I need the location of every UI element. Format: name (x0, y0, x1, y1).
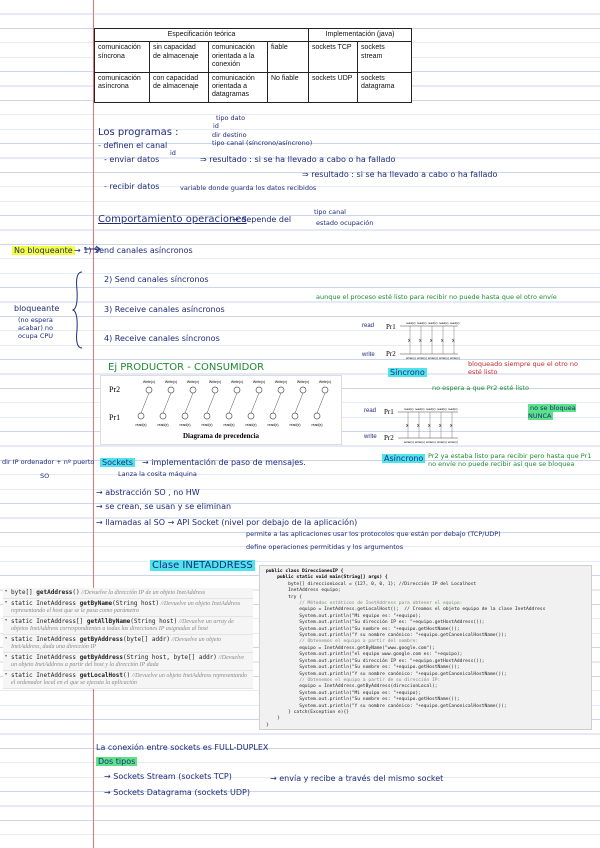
note-lanza: Lanza la cosita máquina (118, 470, 197, 478)
cross-mark: x (430, 338, 433, 344)
note-clase-inetaddress: Clase INETADDRESS (152, 560, 253, 571)
note-implementacion: → implementación de paso de mensajes. (142, 458, 306, 467)
note-programas: Los programas : (98, 127, 179, 138)
note-llamadas: → llamadas al SO → API Socket (nivel por debajo de la aplicación) (96, 518, 358, 527)
precedence-read-label: read(x) (157, 423, 169, 427)
precedence-write-label: Write(x) (296, 380, 310, 384)
precedence-write-label: Write(x) (164, 380, 178, 384)
note-dir-ip: dir IP ordenador + nº puerto (2, 458, 95, 466)
note-sockets-datagrama: → Sockets Datagrama (sockets UDP) (104, 788, 251, 797)
table-cell: sockets UDP (309, 72, 358, 102)
async-pr1-label: Pr1 (384, 408, 394, 416)
note-resultado-2: ⇒ resultado : si se ha llevado a cabo o ha fallado (302, 170, 498, 179)
table-row (95, 42, 412, 72)
precedence-edge (141, 393, 149, 413)
sync-read-label: read (362, 323, 375, 329)
table-row (95, 72, 412, 102)
precedence-edge (229, 393, 237, 413)
cell-read-label: read(x) (448, 407, 458, 411)
code-line: // Métodos estáticos de InetAddress para obtener el equipo: (266, 601, 463, 607)
precedence-node (314, 413, 320, 419)
precedence-read-label: read(x) (135, 423, 147, 427)
note-abstraccion: → abstracción SO , no HW (96, 488, 200, 497)
note-recibir-datos: - recibir datos (104, 182, 160, 191)
table-cell: comunicación orientada a datagramas (209, 72, 268, 102)
precedence-write-label: Write(x) (186, 380, 200, 384)
precedence-node (212, 387, 218, 393)
cell-read-label: read(x) (406, 321, 416, 325)
precedence-edge (317, 393, 325, 413)
precedence-edge (207, 393, 215, 413)
note-tipo-dato: tipo dato (216, 114, 246, 122)
async-pr2-label: Pr2 (384, 434, 394, 442)
async-write-label: write (364, 434, 377, 440)
code-line: System.out.println("Su dirección IP es: "+equipo.getHostAddress()); (266, 658, 485, 664)
table-header-impl: Implementación (java) (309, 29, 412, 42)
code-line: } (266, 716, 280, 722)
code-line: System.out.println("Mi equipo es: "+equipo); (266, 613, 421, 619)
method-item: • static InetAddress getByAddress(byte[] addr) //Devuelve un objeto InetAddress, dada una dirección IP (3, 635, 253, 653)
cross-mark: x (408, 338, 411, 344)
cell-write-label: write(x) (415, 440, 425, 444)
precedence-node (300, 387, 306, 393)
cell-read-label: read(x) (415, 407, 425, 411)
precedence-write-label: Write(x) (230, 380, 244, 384)
page-margin-line (93, 0, 94, 848)
cross-mark: x (419, 338, 422, 344)
note-bloqueante: bloqueante (14, 304, 60, 313)
precedence-read-label: read(x) (289, 423, 301, 427)
code-snippet (259, 565, 592, 730)
note-estado-ocupacion: estado ocupación (316, 219, 374, 227)
precedence-node (190, 387, 196, 393)
sync-write-label: write (362, 352, 375, 358)
precedence-edge (251, 393, 259, 413)
table-cell: sin capacidad de almacenaje (150, 42, 209, 72)
precedence-read-label: read(x) (201, 423, 213, 427)
precedence-node (278, 387, 284, 393)
note-enviar-datos: - enviar datos (104, 155, 160, 164)
note-permite-2: define operaciones permitidas y los argumentos (246, 543, 404, 551)
cell-write-label: write(x) (439, 356, 449, 360)
method-item: • static InetAddress getLocalHost() //Devuelve un objeto InetAddress representando el ordenador local en el que se ejecuta la aplicación (3, 671, 253, 689)
note-depende: → depende del (232, 215, 292, 224)
precedence-node (292, 413, 298, 419)
note-no-bloqueo: no se bloquea NUNCA (528, 404, 576, 420)
code-line: System.out.println("Y su nombre canónico: "+equipo.getCanonicalHostName()); (266, 633, 507, 639)
cross-mark: x (441, 338, 444, 344)
note-se-crean: → se crean, se usan y se eliminan (96, 502, 232, 511)
sync-diagram (360, 312, 460, 374)
code-line: InetAddress equipo; (266, 588, 341, 594)
precedence-read-label: read(x) (223, 423, 235, 427)
precedence-node (270, 413, 276, 419)
precedence-node (138, 413, 144, 419)
table-cell: sockets datagrama (358, 72, 412, 102)
sync-pr1-label: Pr1 (386, 323, 396, 331)
cell-read-label: read(x) (450, 321, 460, 325)
note-tipo-canal-sync: tipo canal (síncrono/asíncrono) (212, 139, 313, 147)
note-tipo-canal: tipo canal (314, 208, 346, 216)
table-cell: sockets TCP (309, 42, 358, 72)
spec-table (94, 28, 412, 103)
precedence-diagram (100, 375, 342, 445)
note-dos-tipos: Dos tipos (98, 757, 136, 766)
cell-write-label: write(x) (406, 356, 416, 360)
precedence-write-label: Write(x) (318, 380, 332, 384)
cell-write-label: write(x) (428, 356, 438, 360)
precedence-read-label: read(x) (267, 423, 279, 427)
precedence-read-label: read(x) (245, 423, 257, 427)
cross-mark: x (450, 423, 453, 429)
cross-mark: x (428, 423, 431, 429)
note-send-asincrono: → 1) Send canales asíncronos (74, 246, 193, 255)
precedence-node (182, 413, 188, 419)
table-cell: fiable (268, 42, 309, 72)
cross-mark: x (452, 338, 455, 344)
brace-icon (72, 270, 84, 350)
cross-mark: x (417, 423, 420, 429)
note-dir-destino: dir destino (212, 131, 247, 139)
diagram-caption: Diagrama de precedencia (182, 432, 260, 440)
precedence-write-label: Write(x) (208, 380, 222, 384)
async-diagram (360, 398, 460, 460)
note-ej-productor: Ej PRODUCTOR - CONSUMIDOR (108, 362, 265, 373)
method-item: • byte[] getAddress() //Devuelve la dirección IP de un objeto InetAddress (3, 588, 253, 599)
code-line: public static void main(String[] args) { (266, 575, 388, 581)
method-item: • static InetAddress[] getAllByName(String host) //Devuelve un array de objetos InetAddress correspondientes a todas las direcciones IP asignadas al host (3, 617, 253, 635)
table-cell: comunicación orientada a la conexión (209, 42, 268, 72)
precedence-node (322, 387, 328, 393)
code-line: try { (266, 594, 302, 600)
precedence-write-label: Write(x) (274, 380, 288, 384)
cell-write-label: write(x) (437, 440, 447, 444)
precedence-node (256, 387, 262, 393)
note-permite-1: permite a las aplicaciones usar los protocolos que están por debajo (TCP/UDP) (246, 530, 501, 538)
code-line: System.out.println("Mi equipo es: "+equipo); (266, 690, 421, 696)
sync-pr2-label: Pr2 (386, 350, 396, 358)
precedence-edge (295, 393, 303, 413)
code-line: System.out.println("Su nombre es: "+equipo.getHostName()); (266, 697, 460, 703)
code-line: } (266, 722, 269, 728)
precedence-node (204, 413, 210, 419)
cell-write-label: write(x) (404, 440, 414, 444)
precedence-edge (163, 393, 171, 413)
cell-read-label: read(x) (426, 407, 436, 411)
table-cell: No fiable (268, 72, 309, 102)
note-no-espera: no espera a que Pr2 esté listo (432, 384, 529, 392)
note-id: id (213, 122, 219, 130)
precedence-node (146, 387, 152, 393)
cell-read-label: read(x) (437, 407, 447, 411)
code-line: System.out.println("Su nombre es: "+equipo.getHostName()); (266, 665, 460, 671)
code-line: byte[] direccionLocal = {127, 0, 0, 1}; //Dirección IP del Localhost (266, 581, 477, 587)
table-cell: con capacidad de almacenaje (150, 72, 209, 102)
method-list (3, 588, 253, 689)
code-line: equipo = InetAddress.getByAddress(direccionLocal); (266, 684, 438, 690)
cell-write-label: write(x) (426, 440, 436, 444)
note-no-bloqueante: No bloqueante (14, 246, 73, 255)
table-header-theory: Especificación teórica (95, 29, 309, 42)
method-item: • static InetAddress getByName(String host) //Devuelve un objeto InetAddress representando el host que se le pasa como parámetro (3, 599, 253, 617)
precedence-node (160, 413, 166, 419)
note-so: SO (40, 472, 50, 480)
table-cell: comunicación asíncrona (95, 72, 150, 102)
async-read-label: read (364, 408, 377, 414)
code-line: System.out.println("Su dirección IP es: "+equipo.getHostAddress()); (266, 620, 485, 626)
cell-read-label: read(x) (404, 407, 414, 411)
method-item: • static InetAddress getByAddress(String host, byte[] addr) //Devuelve un objeto InetAddress a partir del host y la dirección IP dada (3, 653, 253, 671)
note-id-datos: id (170, 149, 176, 157)
note-aunque: aunque el proceso esté listo para recibir no puede hasta que el otro envíe (316, 293, 557, 301)
code-line: // Obtenemos el equipo a partir de su dirección IP: (266, 677, 441, 683)
code-line: equipo = InetAddress.getByName("www.google.com"); (266, 645, 435, 651)
diagram-label-pr2: Pr2 (109, 385, 121, 394)
table-cell: sockets stream (358, 42, 412, 72)
note-send-sincronos: 2) Send canales síncronos (104, 275, 209, 284)
note-receive-asincronos: 3) Receive canales asíncronos (104, 305, 225, 314)
note-bloqueante-detail: (no espera acabar) no ocupa CPU (18, 316, 54, 340)
note-comportamiento: Comportamiento operaciones (98, 214, 247, 225)
precedence-read-label: read(x) (179, 423, 191, 427)
diagram-label-pr1: Pr1 (109, 413, 121, 422)
precedence-node (234, 387, 240, 393)
label-sincrono: Síncrono (390, 368, 425, 377)
note-sockets: Sockets (102, 458, 133, 467)
code-line: // Obtenemos el equipo a partir del nombre: (266, 639, 419, 645)
cell-write-label: write(x) (417, 356, 427, 360)
precedence-write-label: Write(x) (142, 380, 156, 384)
note-variable: variable donde guarda los datos recibidos (180, 184, 317, 192)
note-bloqueado: bloqueado siempre que el otro no esté listo (468, 360, 578, 376)
cell-read-label: read(x) (417, 321, 427, 325)
precedence-read-label: read(x) (311, 423, 323, 427)
code-line: System.out.println("Su nombre es: "+equipo.getHostName()); (266, 626, 460, 632)
precedence-node (248, 413, 254, 419)
cross-mark: x (439, 423, 442, 429)
note-conexion: La conexión entre sockets es FULL-DUPLEX (96, 743, 269, 752)
note-pr2-listo: Pr2 ya estaba listo para recibir pero hasta que Pr1 no envíe no puede recibir así que se bloquea (428, 452, 592, 468)
cell-read-label: read(x) (428, 321, 438, 325)
note-resultado-1: ⇒ resultado : si se ha llevado a cabo o ha fallado (200, 155, 396, 164)
code-line: public class DireccionesIP { (266, 569, 344, 574)
precedence-write-label: Write(x) (252, 380, 266, 384)
precedence-edge (185, 393, 193, 413)
code-line: equipo = InetAddress.getLocalHost(); // Creamos el objeto equipo de la clase InetAddress (266, 607, 546, 613)
note-envia-recibe: → envía y recibe a través del mismo socket (270, 774, 444, 783)
note-sockets-stream: → Sockets Stream (sockets TCP) (104, 772, 232, 781)
code-line: System.out.println("Y su nombre canónico: "+equipo.getCanonicalHostName()); (266, 671, 507, 677)
precedence-node (168, 387, 174, 393)
precedence-edge (273, 393, 281, 413)
cross-mark: x (406, 423, 409, 429)
code-line: } catch(Exception e){} (266, 709, 349, 715)
table-cell: comunicación síncrona (95, 42, 150, 72)
cell-write-label: write(x) (450, 356, 460, 360)
note-receive-sincronos: 4) Receive canales síncronos (104, 334, 220, 343)
arrow-icon (84, 244, 104, 254)
code-line: System.out.println("Y su nombre canónico: "+equipo.getCanonicalHostName()); (266, 703, 507, 709)
cell-read-label: read(x) (439, 321, 449, 325)
cell-write-label: write(x) (448, 440, 458, 444)
precedence-node (226, 413, 232, 419)
label-asincrono: Asíncrono (384, 454, 424, 463)
note-definir-canal: - definen el canal (98, 141, 168, 150)
code-line: System.out.println("el equipo www.google.com es: "+equipo); (266, 652, 463, 658)
